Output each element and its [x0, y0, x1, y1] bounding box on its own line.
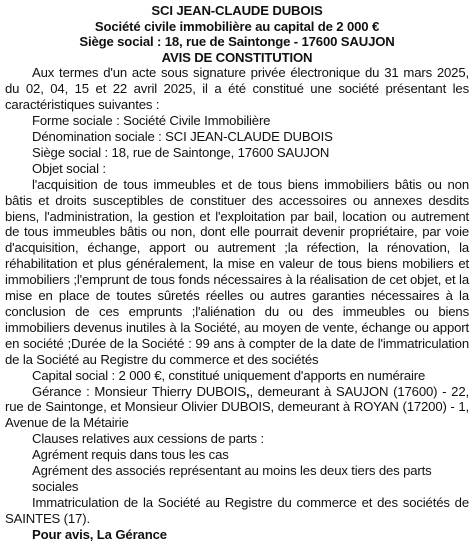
head-office-heading: Siège social : 18, rue de Saintonge - 17600 SAUJON — [79, 34, 395, 50]
company-denomination: Dénomination sociale : SCI JEAN-CLAUDE DUBOIS — [32, 129, 333, 144]
approval-body: Agrément des associés représentant au moins les deux tiers des parts sociales — [32, 463, 432, 494]
registered-office: Siège social : 18, rue de Saintonge, 17600 SAUJON — [32, 144, 330, 160]
management-name: Gérance : Monsieur Thierry DUBOIS — [32, 383, 246, 399]
approval-required: Agrément requis dans tous les cas — [32, 447, 229, 463]
object-paragraph: l'acquisition de tous immeubles et de tous biens immobiliers bâtis ou non bâtis et droits susceptibles de constituer des accessoires ou annexes desdits biens, l'administration, la gestion et l'exploitation par bail, location ou autrement de tous immeubles bâtis ou non, dont elle pourrait devenir propriétaire, par voie d'acquisition, échange, apport ou autrement ;la réfection, la rénovation, la réhabilitation et plus généralement, la mise en valeur de tous biens mobiliers et immobiliers ;l'emprunt de tous fonds nécessaires à la réalisation de cet objet, et la mise en place de toutes sûretés réelles ou autres garanties nécessaires à la conclusion de ces emprunts ;l'aliénation du ou des immeubles ou biens immobiliers devenus inutiles à la Société, au moyen de vente, échange ou apport en société ;Durée de la Société : 99 ans à compter de la date de l'immatriculation de la Société au Registre du commerce et des sociétés — [5, 176, 469, 367]
transfer-clauses: Clauses relatives aux cessions de parts : — [32, 431, 264, 447]
notice-type-heading: AVIS DE CONSTITUTION — [161, 49, 313, 65]
company-type-capital: Société civile immobilière au capital de 2 000 € — [94, 18, 380, 34]
object-label: Objet social : — [32, 160, 106, 176]
intro-paragraph: Aux termes d'un acte sous signature privée électronique du 31 mars 2025, du 02, 04, 15 et 22 avril 2025, il a été constitué une société présentant les caractéristiques suivantes : — [5, 65, 469, 113]
registration-paragraph: Immatriculation de la Société au Registre du commerce et des sociétés de SAINTES (17). — [5, 494, 469, 526]
management-details: , demeurant à SAUJON (17600) - 22, rue de Saintonge, et Monsieur Olivier DUBOIS, demeurant à ROYAN (17200) - 1, Avenue de la Métairie — [5, 383, 470, 431]
legal-form: Forme sociale : Société Civile Immobilière — [32, 113, 271, 129]
management-paragraph — [5, 384, 469, 432]
company-name: SCI JEAN-CLAUDE DUBOIS — [151, 3, 323, 18]
management-comma: , — [245, 383, 250, 399]
signature: Pour avis, La Gérance — [32, 526, 167, 542]
share-capital: Capital social : 2 000 €, constitué uniquement d'apports en numéraire — [32, 367, 426, 383]
